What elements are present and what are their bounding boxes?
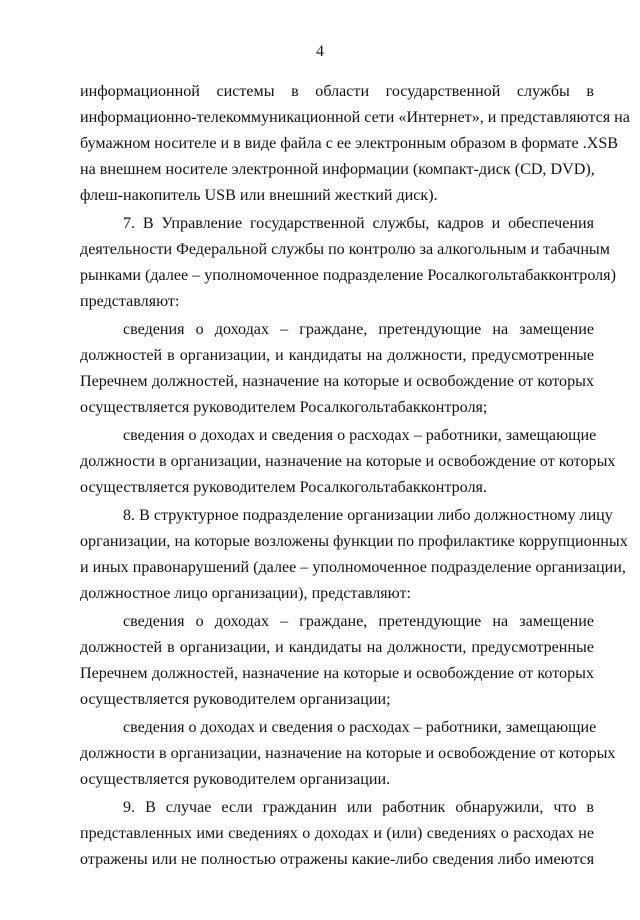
text-line: Перечнем должностей, назначение на которые и освобождение от которых: [80, 373, 594, 390]
text-line: отражены или не полностью отражены какие-либо сведения либо имеются: [80, 851, 595, 868]
page-number: 4: [316, 43, 324, 60]
text-line: бумажном носителе и в виде файла с ее электронным образом в формате .XSB: [80, 135, 619, 152]
text-line: сведения о доходах и сведения о расходах – работники, замещающие: [123, 427, 597, 444]
text-line: должностное лицо организации), представляют:: [80, 585, 411, 602]
text-line: сведения о доходах – граждане, претендующие на замещение: [123, 613, 594, 630]
text-line: должностей в организации, и кандидаты на должности, предусмотренные: [80, 347, 594, 364]
text-line: осуществляется руководителем организации;: [80, 691, 391, 708]
text-line: должности в организации, назначение на которые и освобождение от которых: [80, 453, 616, 470]
text-line: информационно-телекоммуникационной сети «Интернет», и представляются на: [80, 109, 630, 126]
text-line: 7. В Управление государственной службы, кадров и обеспечения: [123, 215, 594, 232]
text-line: организации, на которые возложены функции по профилактике коррупционных: [80, 533, 628, 550]
text-line: деятельности Федеральной службы по контролю за алкогольным и табачным: [80, 241, 610, 258]
text-line: представляют:: [80, 293, 180, 310]
text-line: рынками (далее – уполномоченное подразделение Росалкогольтабакконтроля): [80, 267, 616, 284]
text-line: сведения о доходах – граждане, претендующие на замещение: [123, 321, 594, 338]
text-line: флеш-накопитель USB или внешний жесткий диск).: [80, 187, 438, 204]
text-line: представленных ими сведениях о доходах и (или) сведениях о расходах не: [80, 825, 594, 842]
text-line: должности в организации, назначение на которые и освобождение от которых: [80, 745, 616, 762]
text-line: должностей в организации, и кандидаты на должности, предусмотренные: [80, 639, 594, 656]
text-line: сведения о доходах и сведения о расходах – работники, замещающие: [123, 719, 597, 736]
text-line: 9. В случае если гражданин или работник обнаружили, что в: [123, 799, 594, 816]
text-line: на внешнем носителе электронной информации (компакт-диск (CD, DVD),: [80, 161, 595, 178]
text-line: 8. В структурное подразделение организации либо должностному лицу: [123, 507, 613, 524]
text-line: осуществляется руководителем Росалкогольтабакконтроля;: [80, 399, 488, 416]
text-line: информационной системы в области государственной службы в: [80, 83, 594, 100]
text-line: осуществляется руководителем организации.: [80, 771, 391, 788]
text-line: Перечнем должностей, назначение на которые и освобождение от которых: [80, 665, 594, 682]
text-line: осуществляется руководителем Росалкогольтабакконтроля.: [80, 479, 487, 496]
text-line: и иных правонарушений (далее – уполномоченное подразделение организации,: [80, 559, 626, 576]
